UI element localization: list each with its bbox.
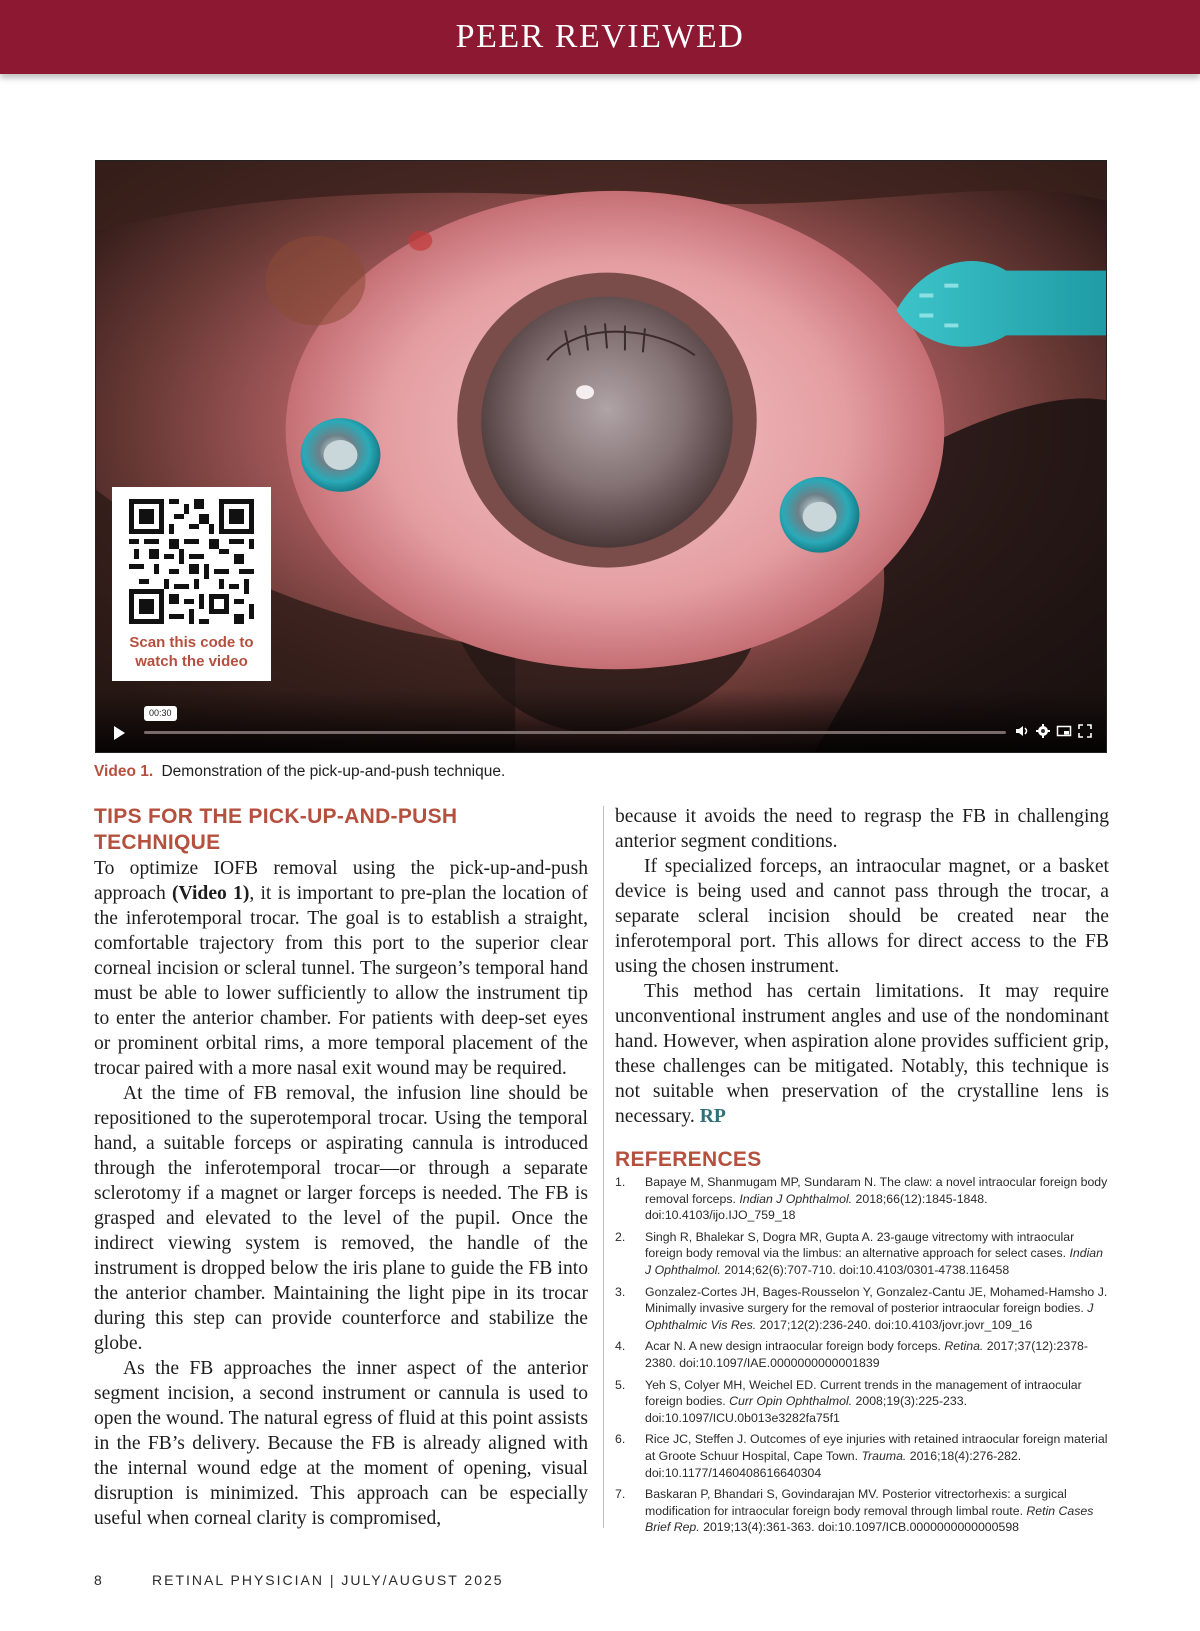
reference-journal: Indian J Ophthalmol. xyxy=(645,1246,1103,1277)
page-number: 8 xyxy=(94,1572,102,1588)
end-mark: RP xyxy=(699,1106,726,1127)
body-paragraph: At the time of FB removal, the infusion line should be repositioned to the superotemporal trocar. Using the temporal hand, a suitable forceps or aspirating cannula is introduced through the inferotemporal trocar—or through a separate sclerotomy if a magnet or larger forceps is needed. The FB is grasped and elevated to the level of the pupil. Once the indirect viewing system is removed, the handle of the instrument is dropped below the iris plane to guide the FB into the anterior chamber. Maintaining the light pipe in its trocar during this step can provide counterforce and stabilize the globe. xyxy=(94,1083,588,1354)
progress-bar[interactable] xyxy=(144,731,1006,734)
reference-journal: Indian J Ophthalmol. xyxy=(739,1191,853,1206)
page-footer xyxy=(94,1572,894,1588)
article-left-column xyxy=(94,804,588,1531)
video-caption-text: Demonstration of the pick-up-and-push technique. xyxy=(161,763,506,780)
qr-code-icon[interactable] xyxy=(129,499,254,624)
references-list xyxy=(615,1174,1109,1536)
body-paragraph xyxy=(615,979,1109,1129)
publication-info: RETINAL PHYSICIAN | JULY/AUGUST 2025 xyxy=(152,1572,504,1588)
reference-journal: Trauma. xyxy=(861,1448,907,1463)
timestamp-badge: 00:30 xyxy=(144,706,177,721)
reference-journal: Curr Opin Ophthalmol. xyxy=(729,1394,853,1409)
reference-journal: Retin Cases Brief Rep. xyxy=(645,1503,1094,1535)
body-paragraph-text: This method has certain limitations. It may require unconventional instrument angles and use of the nondominant hand. However, when aspiration alone provides sufficient grip, these challenges can be mitigated. Notably, this technique is not suitable when preservation of the crystalline lens is necessary. xyxy=(615,981,1109,1127)
qr-caption xyxy=(112,633,271,671)
references-heading: REFERENCES xyxy=(615,1148,762,1171)
reference-number: 7. xyxy=(615,1487,626,1502)
video-caption-label: Video 1. xyxy=(94,763,154,780)
video-player[interactable] xyxy=(95,160,1107,753)
play-icon[interactable] xyxy=(114,726,125,740)
section-title: PEER REVIEWED xyxy=(455,18,745,55)
gear-icon[interactable] xyxy=(1035,723,1051,739)
column-divider xyxy=(603,806,604,1528)
reference-item: 7. Baskaran P, Bhandari S, Govindarajan MV. Posterior vitrectorhexis: a surgical modification for intraocular foreign body removal through limbal route. Retin Cases Brief Rep. 2019;13(4):361-363. doi:10.1097/ICB.0000000000000598 xyxy=(615,1487,1094,1535)
video-reference: (Video 1) xyxy=(172,883,250,904)
reference-number: 4. xyxy=(615,1339,626,1354)
reference-item: 2. Singh R, Bhalekar S, Dogra MR, Gupta A. 23-gauge vitrectomy with intraocular foreign body removal via the limbus: an alternative approach for select cases. Indian J Ophthalmol. 2014;62(6):707-710. doi:10.4103/0301-4738.116458 xyxy=(615,1229,1103,1277)
pip-icon[interactable] xyxy=(1056,723,1072,739)
qr-code-panel[interactable] xyxy=(112,487,271,681)
volume-icon[interactable] xyxy=(1014,723,1030,739)
reference-item: 1. Bapaye M, Shanmugam MP, Sundaram N. The claw: a novel intraocular foreign body removal forceps. Indian J Ophthalmol. 2018;66(12):1845-1848. doi:10.4103/ijo.IJO_759_18 xyxy=(615,1175,1108,1223)
qr-caption-line2: watch the video xyxy=(135,653,248,670)
section-heading: TIPS FOR THE PICK-UP-AND-PUSH TECHNIQUE xyxy=(94,805,458,854)
article-right-column xyxy=(615,804,1109,1541)
reference-journal: Retina. xyxy=(944,1339,984,1354)
reference-journal: J Ophthalmic Vis Res. xyxy=(645,1301,1094,1332)
reference-item: 5. Yeh S, Colyer MH, Weichel ED. Current trends in the management of intraocular foreign bodies. Curr Opin Ophthalmol. 2008;19(3):225-233. doi:10.1097/ICU.0b013e3282fa75f1 xyxy=(615,1377,1082,1425)
body-paragraph: If specialized forceps, an intraocular magnet, or a basket device is being used and cannot pass through the trocar, a separate scleral incision should be created near the inferotemporal port. This allows for direct access to the FB using the chosen instrument. xyxy=(615,856,1109,977)
reference-item: 4. Acar N. A new design intraocular foreign body forceps. Retina. 2017;37(12):2378-2380. doi:10.1097/IAE.0000000000001839 xyxy=(615,1339,1088,1370)
reference-number: 2. xyxy=(615,1229,626,1244)
reference-item: 3. Gonzalez-Cortes JH, Bages-Rousselon Y, Gonzalez-Cantu JE, Mohamed-Hamsho J. Minimally invasive surgery for the removal of posterior intraocular foreign bodies. J Ophthalmic Vis Res. 2017;12(2):236-240. doi:10.4103/jovr.jovr_109_16 xyxy=(615,1284,1108,1332)
body-paragraph: because it avoids the need to regrasp the FB in challenging anterior segment conditions. xyxy=(615,806,1109,852)
video-caption xyxy=(94,763,1104,781)
body-paragraph: As the FB approaches the inner aspect of the anterior segment incision, a second instrument or cannula is used to open the wound. The natural egress of fluid at this point assists in the FB’s delivery. Because the FB is already aligned with the internal wound edge at the moment of opening, visual disruption is minimized. This approach can be especially useful when corneal clarity is compromised, xyxy=(94,1358,588,1529)
reference-number: 6. xyxy=(615,1432,626,1447)
qr-caption-line1: Scan this code to xyxy=(129,634,254,651)
reference-number: 5. xyxy=(615,1377,626,1392)
body-paragraph: To optimize IOFB removal using the pick-up-and-push approach (Video 1), it is important to pre-plan the location of the inferotemporal trocar. The goal is to establish a straight, comfortable trajectory from this port to the superior clear corneal incision or scleral tunnel. The surgeon’s temporal hand must be able to lower sufficiently to allow the instrument tip to enter the anterior chamber. For patients with deep-set eyes or prominent orbital rims, a more temporal placement of the trocar paired with a more nasal exit wound may be required. xyxy=(94,858,589,1079)
fullscreen-icon[interactable] xyxy=(1077,723,1093,739)
header-banner xyxy=(0,0,1200,74)
reference-number: 3. xyxy=(615,1284,626,1299)
reference-item: 6. Rice JC, Steffen J. Outcomes of eye injuries with retained intraocular foreign material at Groote Schuur Hospital, Cape Town. Trauma. 2016;18(4):276-282. doi:10.1177/1460408616640304 xyxy=(615,1432,1108,1480)
video-controls xyxy=(96,706,1107,753)
reference-number: 1. xyxy=(615,1175,626,1189)
